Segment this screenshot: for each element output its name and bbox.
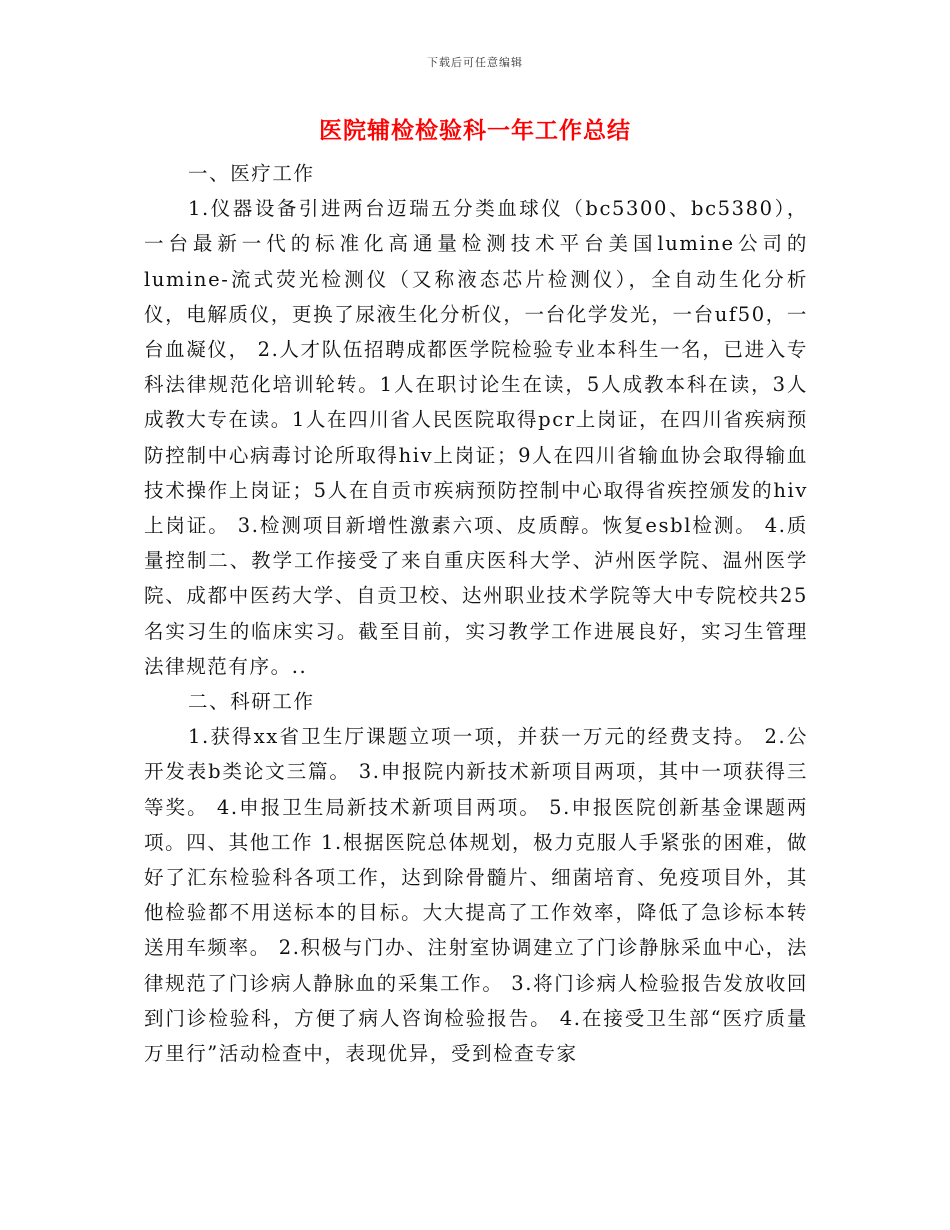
paragraph-medical-work: 1.仪器设备引进两台迈瑞五分类血球仪（bc5300、bc5380），一台最新一代的标准化高通量检测技术平台美国lumine公司的lumine-流式荧光检测仪（又称液态芯片检测仪），全自动生化分析仪，电解质仪，更换了尿液生化分析仪，一台化学发光，一台uf50，一台血凝仪， 2.人才队伍招聘成都医学院检验专业本科生一名，已进入专科法律规范化培训轮转。1人在职讨论生在读，5人成教本科在读，3人成教大专在读。1人在四川省人民医院取得pcr上岗证，在四川省疾病预防控制中心病毒讨论所取得hiv上岗证；9人在四川省输血协会取得输血技术操作上岗证；5人在自贡市疾病预防控制中心取得省疾控颁发的hiv上岗证。 3.检测项目新增性激素六项、皮质醇。恢复esbl检测。 4.质量控制二、教学工作接受了来自重庆医科大学、泸州医学院、温州医学院、成都中医药大学、自贡卫校、达州职业技术学院等大中专院校共25名实习生的临床实习。截至目前，实习教学工作进展良好，实习生管理法律规范有序。.. — [144, 197, 808, 678]
paragraph-research-work: 1.获得xx省卫生厅课题立项一项，并获一万元的经费支持。 2.公开发表b类论文三篇。 3.申报院内新技术新项目两项，其中一项获得三等奖。 4.申报卫生局新技术新项目两项。 5.申报医院创新基金课题两项。四、其他工作 1.根据医院总体规划，极力克服人手紧张的困难，做好了汇东检验科各项工作，达到除骨髓片、细菌培育、免疫项目外，其他检验都不用送标本的目标。大大提高了工作效率，降低了急诊标本转送用车频率。 2.积极与门办、注射室协调建立了门诊静脉采血中心，法律规范了门诊病人静脉血的采集工作。 3.将门诊病人检验报告发放收回到门诊检验科，方便了病人咨询检验报告。 4.在接受卫生部“医疗质量万里行”活动检查中，表现优异，受到检查专家 — [144, 725, 808, 1066]
section-heading-research: 二、科研工作 — [188, 690, 315, 714]
header-note: 下载后可任意编辑 — [427, 56, 523, 69]
section-heading-medical: 一、医疗工作 — [188, 162, 315, 185]
document-title: 医院辅检检验科一年工作总结 — [319, 117, 631, 144]
document-body — [144, 156, 808, 1071]
